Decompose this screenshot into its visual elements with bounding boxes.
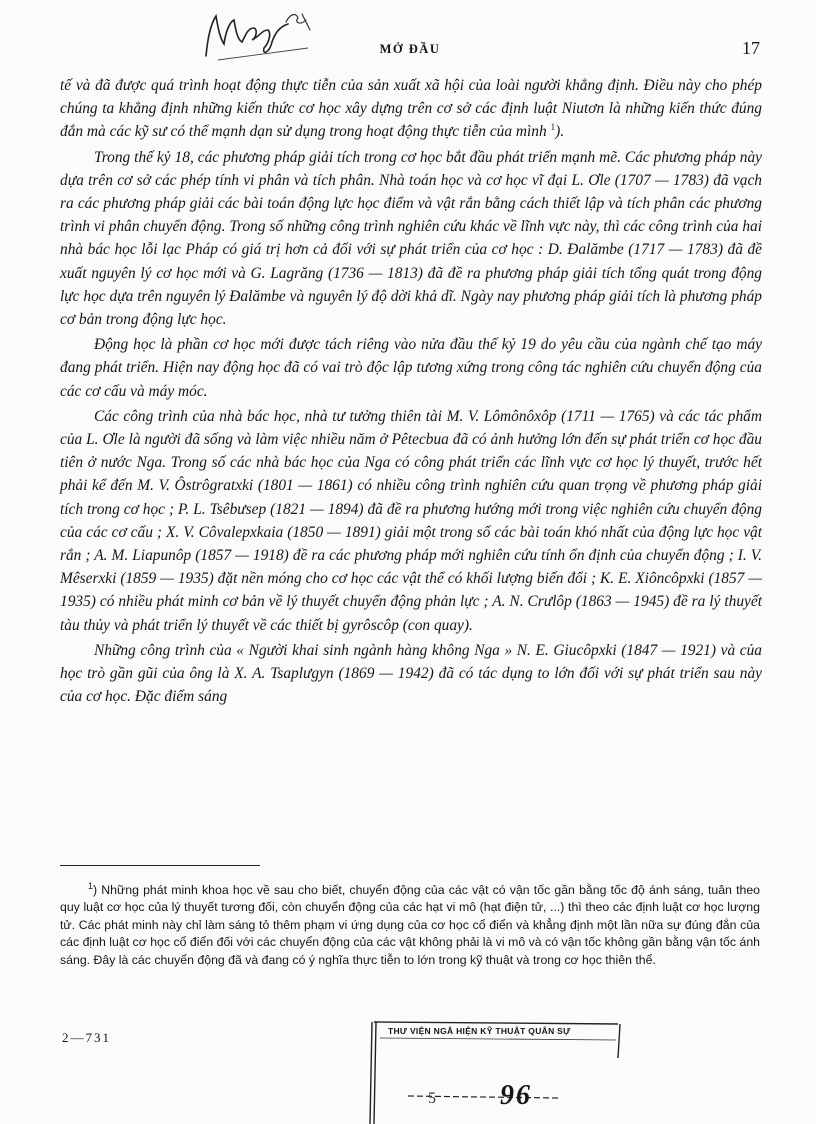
paragraph-russian-scientists: Các công trình của nhà bác học, nhà tư tưởng thiên tài M. V. Lômônôxôp (1711 — 1765) và các tác phẩm của L. Ơle là người đã sống và làm việc nhiều năm ở Pêtecbua đã có ảnh hưởng lớn đến sự phát triển cơ học đầu tiên ở nước Nga. Trong số các nhà bác học của Nga có công phát triển các lĩnh vực cơ học lý thuyết, trước hết phải kể đến M. V. Ôstrôgratxki (1801 — 1861) có nhiều công trình nghiên cứu quan trọng về phương pháp giải tích trong cơ học ; P. L. Tsêbưsep (1821 — 1894) đã đề ra phương hướng mới trong việc nghiên cứu chuyển động của các cơ cấu ; X. V. Côvalepxkaia (1850 — 1891) giải một trong số các bài toán khó nhất của động lực học vật rắn ; A. M. Liapunôp (1857 — 1918) đề ra các phương pháp mới nghiên cứu tính ổn định của chuyển động ; I. V. Mêserxki (1859 — 1935) đặt nền móng cho cơ học các vật thể có khối lượng biến đổi ; K. E. Xiôncôpxki (1857 — 1935) có nhiều phát minh cơ bản về lý thuyết chuyển động phản lực ; A. N. Crưlôp (1863 — 1945) đề ra lý thuyết tàu thủy và phát triển lý thuyết về các thiết bị gyrôscôp (con quay). bbox=[60, 407, 762, 634]
handwritten-signature bbox=[198, 4, 318, 66]
stamp-registration-number: 96 bbox=[500, 1080, 532, 1111]
body-text bbox=[60, 74, 762, 710]
paragraph-end: ). bbox=[555, 123, 565, 141]
paragraph-intro-continuation bbox=[60, 74, 762, 144]
stamp-dash-number: 5 bbox=[428, 1090, 436, 1107]
printer-signature-code: 2—731 bbox=[62, 1030, 111, 1045]
library-stamp bbox=[368, 1018, 623, 1124]
page-header bbox=[60, 38, 760, 64]
footnote-mark-close: ) bbox=[93, 883, 98, 897]
paragraph-text: tế và đã được quá trình hoạt động thực tiễn của sản xuất xã hội của loài người khẳng định. Điều này cho phép chúng ta khẳng định những kiến thức cơ học xây dựng trên cơ sở các định luật Niutơn là những kiến thức đúng đắn mà các kỹ sư có thể mạnh dạn sử dụng trong hoạt động thực tiễn của mình bbox=[60, 77, 762, 141]
paragraph-kinematics: Động học là phần cơ học mới được tách riêng vào nửa đầu thế kỷ 19 do yêu cầu của ngành chế tạo máy đang phát triển. Hiện nay động học đã có vai trò độc lập tương xứng trong công tác nghiên cứu chuyển động của các cơ cấu và máy móc. bbox=[60, 336, 762, 400]
footnote-reference: 1 bbox=[550, 122, 556, 133]
footnote-divider bbox=[60, 865, 260, 866]
footnote bbox=[60, 882, 760, 969]
stamp-library-name: THƯ VIỆN NGÂ HIỆN KỸ THUẬT QUÂN SỰ bbox=[388, 1026, 571, 1036]
footnote-mark: 1 bbox=[88, 880, 94, 891]
footnote-text: Những phát minh khoa học về sau cho biết, chuyển động của các vật có vận tốc gần bằng tốc độ ánh sáng, tuân theo quy luật cơ học của lý thuyết tương đối, còn chuyển động của các hạt vi mô (hạt điện tử, ...) thì theo các định luật cơ học lượng tử. Các phát minh này chỉ làm sáng tỏ thêm phạm vi ứng dụng của cơ học cổ điển và khẳng định một lần nữa sự đúng đắn của các định luật cơ học cổ điển đối với các chuyển động của các vật không phải là vi mô và có vận tốc không gần bằng vận tốc ánh sáng. Đây là các chuyển động đã và đang có ý nghĩa thực tiễn to lớn trong kỹ thuật và trong cơ học thiên thể. bbox=[60, 883, 760, 967]
page-number: 17 bbox=[742, 38, 760, 58]
paragraph-18th-century: Trong thế kỷ 18, các phương pháp giải tích trong cơ học bắt đầu phát triển mạnh mẽ. Các phương pháp này dựa trên cơ sở các phép tính vi phân và tích phân. Nhà toán học và cơ học vĩ đại L. Ơle (1707 — 1783) đã vạch ra các phương pháp giải các bài toán động lực học điểm và vật rắn bằng cách thiết lập và tích phân các phương trình vi phân chuyển động. Trong số những công trình nghiên cứu khác về lĩnh vực này, thì các công trình của hai nhà bác học lỗi lạc Pháp có giá trị hơn cả đối với sự phát triển của cơ học : D. Đalămbe (1717 — 1783) đã đề xuất nguyên lý cơ học mới và G. Lagrăng (1736 — 1813) đã đề ra phương pháp giải tích tổng quát trong động lực học dựa trên nguyên lý Đalămbe và nguyên lý độ dời khả dĩ. Ngày nay phương pháp giải tích là phương pháp cơ bản trong động lực học. bbox=[60, 148, 762, 329]
paragraph-aviation: Những công trình của « Người khai sinh ngành hàng không Nga » N. E. Giucôpxki (1847 — 1921) và của học trò gần gũi của ông là X. A. Tsaplưgyn (1869 — 1942) đã có tác dụng to lớn đối với sự phát triển sau này của cơ học. Đặc điểm sáng bbox=[60, 641, 762, 706]
running-head: MỞ ĐẦU bbox=[379, 42, 441, 56]
